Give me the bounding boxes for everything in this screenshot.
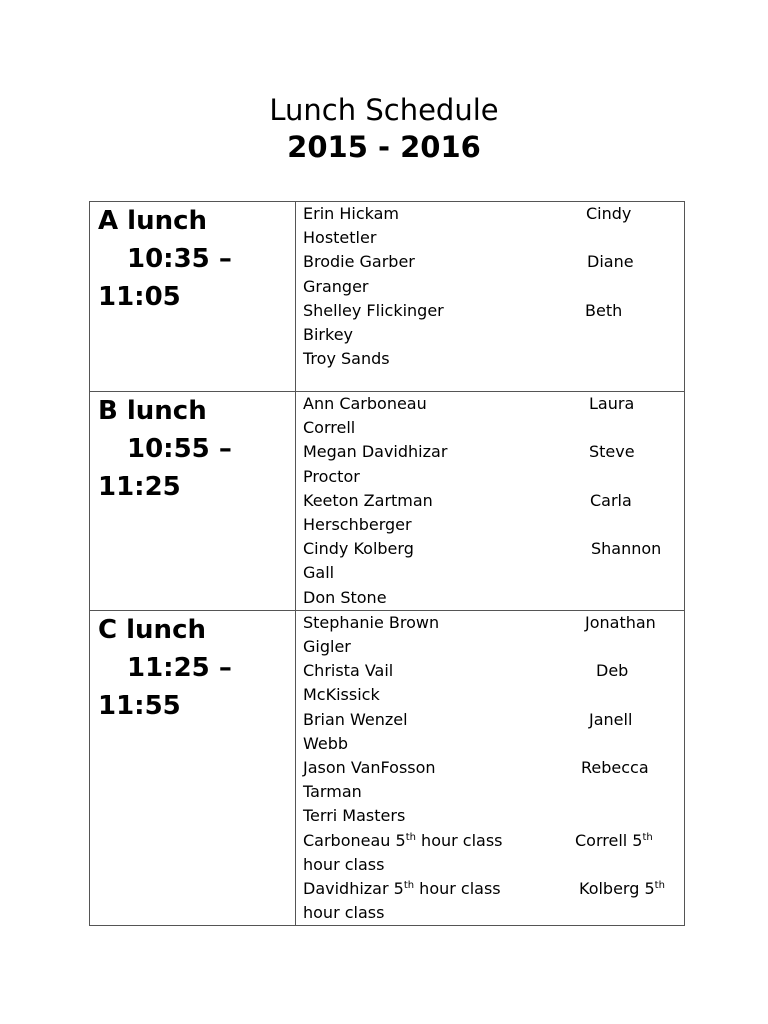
- list-item: Webb: [303, 733, 349, 753]
- table-row: [90, 392, 685, 611]
- lunch-label: [98, 392, 295, 506]
- list-item: Ann Carboneau Laura: [303, 394, 635, 413]
- table-row: [90, 202, 685, 392]
- list-item: Carboneau 5th hour class Correll 5th: [303, 830, 653, 850]
- list-item: Cindy Kolberg Shannon: [303, 539, 662, 559]
- list-item: Megan Davidhizar Steve: [303, 442, 635, 462]
- lunch-names-cell: [296, 610, 685, 926]
- names-list: [303, 392, 684, 610]
- lunch-names-cell: [296, 392, 685, 611]
- lunch-schedule-table: [89, 201, 685, 926]
- list-item: Birkey: [303, 325, 354, 345]
- list-item: Keeton Zartman Carla: [303, 490, 632, 510]
- list-item: Granger: [303, 276, 369, 296]
- list-item: Brodie Garber Diane: [303, 252, 634, 272]
- list-item: McKissick: [303, 685, 380, 705]
- lunch-time-end: 11:25: [98, 472, 181, 502]
- lunch-time-start: 11:25 –: [127, 652, 232, 683]
- list-item: Christa Vail Deb: [303, 661, 629, 681]
- list-item: Shelley Flickinger Beth: [303, 300, 623, 320]
- names-list: [303, 202, 684, 371]
- list-item: Herschberger: [303, 515, 412, 535]
- lunch-time-end: 11:05: [98, 282, 181, 312]
- lunch-time-start: 10:55 –: [127, 434, 232, 464]
- lunch-label-cell: [90, 202, 296, 392]
- lunch-time-start: 10:35 –: [127, 244, 232, 274]
- list-item: Stephanie Brown Jonathan: [303, 612, 656, 632]
- list-item: Don Stone: [303, 587, 387, 607]
- title-line-2: 2015 - 2016: [287, 130, 481, 164]
- lunch-name: A lunch: [98, 206, 208, 236]
- lunch-names-cell: [296, 202, 685, 392]
- list-item: Gall: [303, 563, 335, 583]
- table-row: [90, 610, 685, 926]
- list-item: Davidhizar 5th hour class Kolberg 5th: [303, 879, 665, 899]
- title-line-1: Lunch Schedule: [269, 93, 499, 127]
- list-item: Terri Masters: [303, 806, 406, 826]
- lunch-name: B lunch: [98, 396, 207, 426]
- lunch-time-end: 11:55: [98, 690, 181, 721]
- list-item: Gigler: [303, 637, 351, 657]
- lunch-label-cell: [90, 610, 296, 926]
- list-item: hour class: [303, 903, 385, 923]
- list-item: Troy Sands: [303, 349, 390, 369]
- list-item: Proctor: [303, 466, 360, 486]
- list-item: Tarman: [303, 782, 362, 802]
- lunch-label-cell: [90, 392, 296, 611]
- list-item: Jason VanFosson Rebecca: [303, 758, 649, 778]
- list-item: Correll: [303, 418, 356, 438]
- lunch-label: [98, 202, 295, 316]
- list-item: hour class: [303, 854, 385, 874]
- list-item: Brian Wenzel Janell: [303, 709, 633, 729]
- lunch-label: [98, 611, 295, 725]
- page-title: [0, 92, 768, 166]
- lunch-name: C lunch: [98, 614, 206, 645]
- names-list: [303, 611, 684, 926]
- list-item: Hostetler: [303, 228, 377, 248]
- list-item: Erin Hickam Cindy: [303, 204, 632, 223]
